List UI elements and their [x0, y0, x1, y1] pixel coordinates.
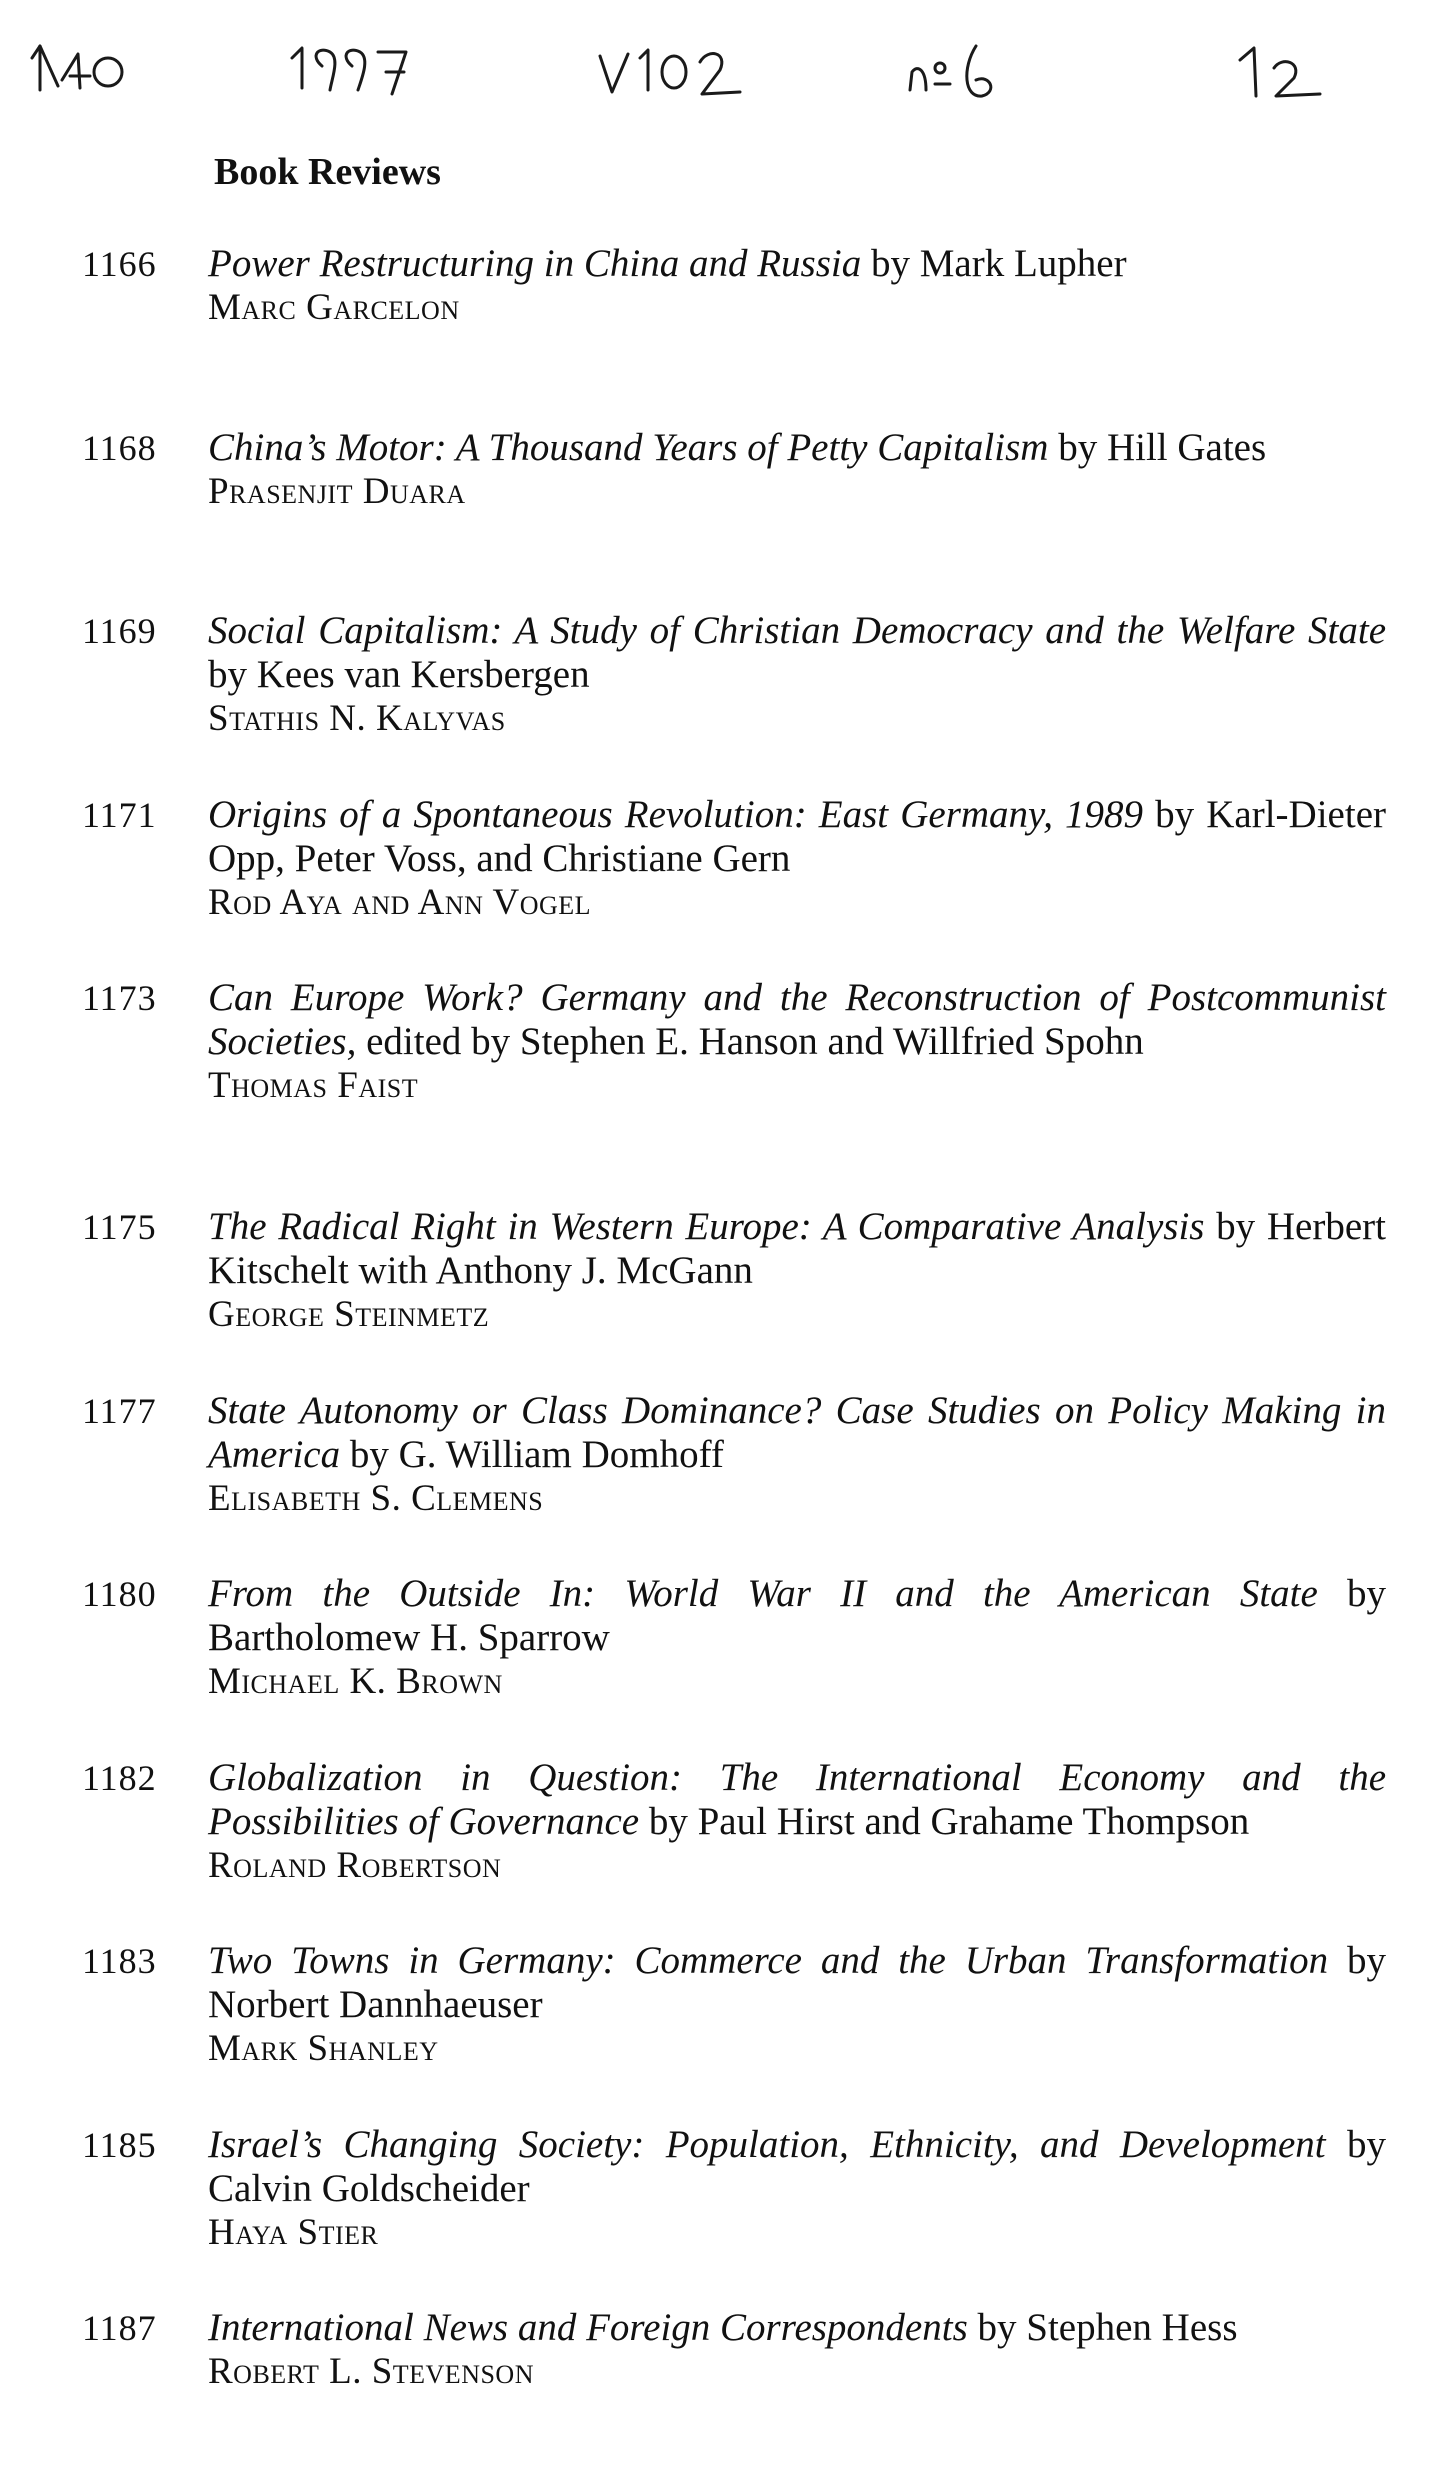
- book-title: Social Capitalism: A Study of Christian Democracy and the Welfare State: [208, 609, 1386, 652]
- review-entry: [0, 1939, 1454, 2123]
- review-entry: [0, 242, 1454, 426]
- book-title: Two Towns in Germany: Commerce and the Urban Transformation: [208, 1939, 1329, 1982]
- review-entry: [0, 976, 1454, 1205]
- book-title: International News and Foreign Correspondents: [208, 2306, 968, 2349]
- book-title: Origins of a Spontaneous Revolution: East Germany, 1989: [208, 792, 1144, 836]
- reviewer-name: Prasenjit Duara: [208, 470, 466, 512]
- book-title: Israel’s Changing Society: Population, Ethnicity, and Development: [208, 2122, 1326, 2166]
- reviewer-name: Stathis N. Kalyvas: [208, 698, 506, 739]
- review-entry: [0, 426, 1454, 610]
- book-authors: by G. William Domhoff: [340, 1432, 724, 1476]
- reviewer-name: Roland Robertson: [208, 1844, 502, 1886]
- book-authors: edited by Stephen E. Hanson and Willfried Spohn: [356, 1020, 1144, 1063]
- book-authors: by Stephen Hess: [967, 2306, 1238, 2349]
- reviewer-name: Rod Aya and Ann Vogel: [208, 881, 592, 923]
- review-entry: [0, 609, 1454, 793]
- review-entry: [0, 793, 1454, 977]
- handwritten-annotation: [0, 18, 1454, 108]
- book-authors: by Bartholomew H. Sparrow: [208, 1572, 1387, 1659]
- book-authors: by Herbert Kitschelt with Anthony J. McGann: [208, 1205, 1386, 1292]
- handwriting-drawing: [0, 18, 1454, 108]
- page-number: 1169: [82, 611, 157, 651]
- review-body: [208, 1939, 1386, 2071]
- book-title: Globalization in Question: The International Economy and the Possibilities of Governance: [208, 1755, 1386, 1843]
- reviewer-name: George Steinmetz: [208, 1294, 490, 1335]
- page-number: 1187: [82, 2308, 157, 2348]
- review-body: [208, 793, 1386, 925]
- page-number: 1182: [82, 1757, 157, 1798]
- reviewer-name: Elisabeth S. Clemens: [208, 1477, 544, 1519]
- page-number: 1175: [82, 1207, 157, 1247]
- reviewer-name: Robert L. Stevenson: [208, 2351, 534, 2392]
- review-body: [208, 1572, 1386, 1704]
- review-body: [208, 1389, 1386, 1521]
- reviewer-name: Marc Garcelon: [208, 287, 460, 328]
- page-number: 1177: [82, 1390, 157, 1431]
- reviewer-name: Mark Shanley: [208, 2028, 439, 2069]
- review-body: [208, 1756, 1386, 1888]
- review-body: [208, 2306, 1386, 2394]
- page-number: 1168: [82, 427, 157, 468]
- page-number: 1180: [82, 1574, 157, 1614]
- book-title: State Autonomy or Class Dominance? Case Studies on Policy Making in America: [208, 1388, 1386, 1476]
- page-number: 1185: [82, 2124, 157, 2165]
- reviewer-name: Haya Stier: [208, 2211, 379, 2253]
- book-title: China’s Motor: A Thousand Years of Petty Capitalism: [208, 425, 1049, 469]
- book-authors: by Calvin Goldscheider: [208, 2122, 1386, 2210]
- book-authors: by Paul Hirst and Grahame Thompson: [639, 1799, 1250, 1843]
- book-title: Power Restructuring in China and Russia: [208, 242, 862, 285]
- review-body: [208, 426, 1386, 514]
- book-authors: by Mark Lupher: [861, 242, 1127, 285]
- book-authors: by Kees van Kersbergen: [208, 653, 590, 696]
- review-entry: [0, 1389, 1454, 1573]
- page-number: 1173: [82, 978, 157, 1018]
- reviewer-name: Michael K. Brown: [208, 1661, 503, 1702]
- reviewer-name: Thomas Faist: [208, 1065, 419, 1106]
- review-entry: [0, 1756, 1454, 1940]
- review-entry: [0, 2306, 1454, 2490]
- review-body: [208, 242, 1386, 330]
- book-title: The Radical Right in Western Europe: A Comparative Analysis: [208, 1205, 1205, 1248]
- book-authors: by Karl-Dieter Opp, Peter Voss, and Christiane Gern: [208, 792, 1386, 880]
- review-entry: [0, 1572, 1454, 1756]
- review-body: [208, 2123, 1386, 2255]
- review-entry: [0, 2123, 1454, 2307]
- book-title: Can Europe Work? Germany and the Reconstruction of Postcommunist Societies,: [208, 976, 1386, 1063]
- page-number: 1171: [82, 794, 157, 835]
- review-body: [208, 976, 1386, 1108]
- page-number: 1166: [82, 244, 157, 284]
- page-number: 1183: [82, 1941, 157, 1981]
- book-authors: by Hill Gates: [1048, 425, 1267, 469]
- book-authors: by Norbert Dannhaeuser: [208, 1939, 1386, 2026]
- book-title: From the Outside In: World War II and the American State: [208, 1572, 1318, 1615]
- review-list: [0, 242, 1454, 2490]
- review-body: [208, 609, 1386, 741]
- review-body: [208, 1205, 1386, 1337]
- review-entry: [0, 1205, 1454, 1389]
- section-title: Book Reviews: [214, 151, 441, 193]
